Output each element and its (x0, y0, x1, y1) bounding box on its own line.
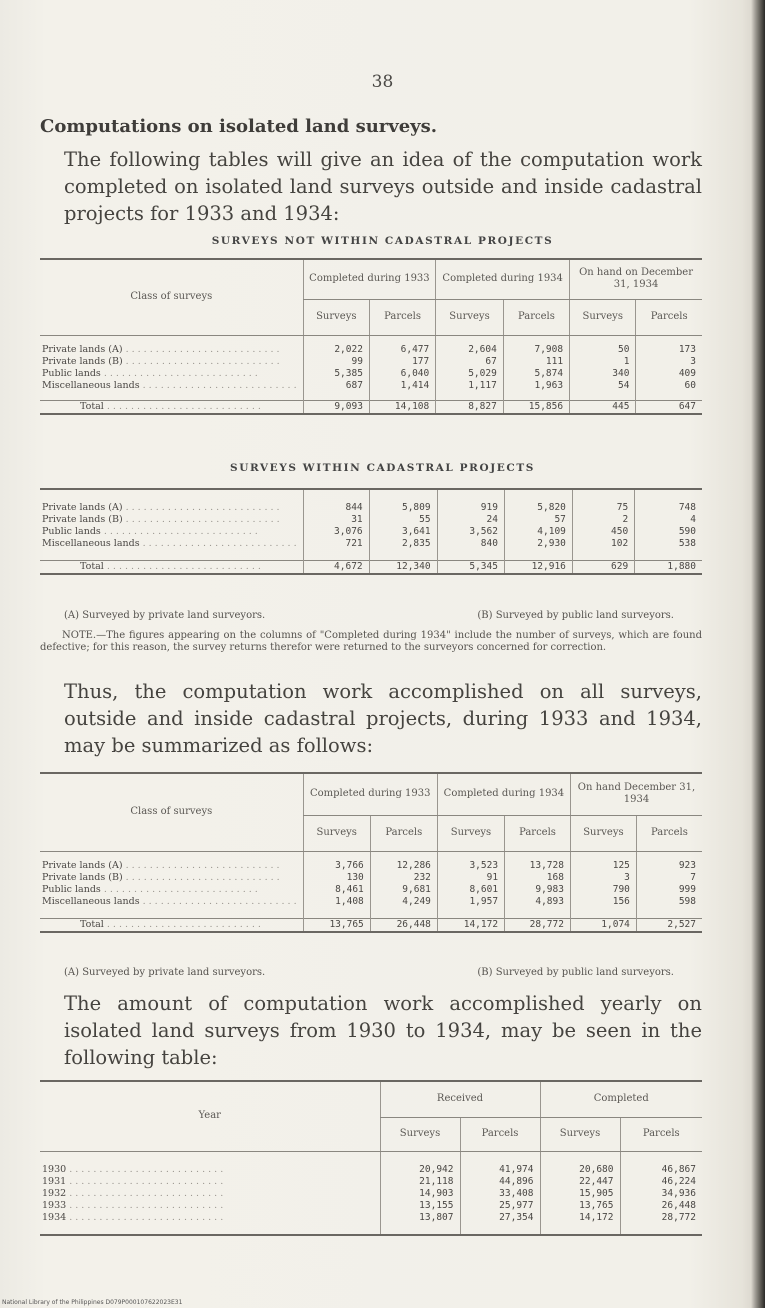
table-summary-all-surveys (40, 772, 702, 933)
table-cell: 20,942 (380, 1151, 460, 1176)
table-cell: 2,835 (369, 538, 437, 561)
intro-text: The following tables will give an idea of the computation work completed on isolated land surveys outside and inside cadastral projects for 1933 and 1934: (64, 148, 702, 225)
total-label: Total . . . (80, 401, 261, 412)
table-cell: 687 (303, 380, 369, 401)
total-cell: 14,108 (369, 400, 435, 414)
table-cell: 3 (636, 356, 702, 368)
summary-text: Thus, the computation work accomplished on all surveys, outside and inside cadastral projects, during 1933 and 1934, may be summarized as follows: (64, 680, 702, 757)
table-cell: 923 (636, 851, 702, 872)
yearly-paragraph (40, 990, 702, 1071)
table-cell: 340 (570, 368, 636, 380)
table-cell: 13,728 (505, 851, 571, 872)
group-completed-1933: Completed during 1933 (303, 259, 436, 299)
table-cell: 99 (303, 356, 369, 368)
total-cell: 9,093 (303, 400, 369, 414)
table-row (40, 538, 702, 561)
row-label: Miscellaneous lands . . . (42, 380, 297, 391)
table-cell: 31 (303, 514, 369, 526)
table-cell: 28,772 (620, 1212, 702, 1235)
subhead-surveys: Surveys (437, 815, 504, 851)
summary-paragraph (40, 678, 702, 759)
table-cell: 9,681 (370, 884, 437, 896)
row-label: Private lands (A) . . . (42, 860, 280, 871)
table-cell: 3,562 (437, 526, 504, 538)
table-cell: 41,974 (460, 1151, 540, 1176)
table-cell: 46,867 (620, 1151, 702, 1176)
table-cell: 6,477 (369, 335, 435, 356)
subhead-surveys: Surveys (303, 299, 369, 335)
row-label: 1931 . . . (42, 1176, 223, 1187)
subhead-parcels: Parcels (503, 299, 569, 335)
table-cell: 21,118 (380, 1176, 460, 1188)
table-cell: 1,414 (369, 380, 435, 401)
group-completed-1933: Completed during 1933 (303, 773, 437, 815)
table-cell: 5,820 (504, 489, 572, 514)
table-cell: 5,809 (369, 489, 437, 514)
table-row (40, 368, 702, 380)
table-surveys-within-cadastral (40, 488, 702, 575)
total-cell: 1,880 (635, 561, 702, 575)
subhead-surveys: Surveys (380, 1117, 460, 1151)
table-cell: 844 (303, 489, 369, 514)
table-cell: 13,765 (540, 1200, 620, 1212)
table-cell: 44,896 (460, 1176, 540, 1188)
table-cell: 20,680 (540, 1151, 620, 1176)
total-cell: 12,916 (504, 561, 572, 575)
table-cell: 46,224 (620, 1176, 702, 1188)
footnote-b: (B) Surveyed by public land surveyors. (477, 967, 674, 978)
row-label: Public lands . . . (42, 368, 258, 379)
table-yearly-computation (40, 1080, 702, 1236)
group-completed: Completed (540, 1081, 702, 1117)
subhead-surveys: Surveys (303, 815, 370, 851)
table-cell: 75 (572, 489, 634, 514)
table-row (40, 335, 702, 356)
row-label: Private lands (B) . . . (42, 356, 280, 367)
col-class-of-surveys: Class of surveys (40, 259, 303, 335)
intro-paragraph (40, 146, 702, 227)
subhead-parcels: Parcels (636, 299, 702, 335)
group-completed-1934: Completed during 1934 (436, 259, 570, 299)
subhead-parcels: Parcels (620, 1117, 702, 1151)
total-cell: 4,672 (303, 561, 369, 575)
row-label: Private lands (A) . . . (42, 502, 280, 513)
table-cell: 1,963 (503, 380, 569, 401)
table-surveys-not-within-cadastral (40, 258, 702, 415)
table-cell: 24 (437, 514, 504, 526)
group-on-hand-1934: On hand on December 31, 1934 (570, 259, 702, 299)
table-cell: 3 (570, 872, 636, 884)
table-cell: 54 (570, 380, 636, 401)
total-cell: 13,765 (303, 918, 370, 932)
total-cell: 629 (572, 561, 634, 575)
table-cell: 3,641 (369, 526, 437, 538)
total-row (40, 561, 702, 575)
table1-caption: SURVEYS NOT WITHIN CADASTRAL PROJECTS (211, 235, 554, 247)
subhead-surveys: Surveys (540, 1117, 620, 1151)
table2-caption: SURVEYS WITHIN CADASTRAL PROJECTS (230, 462, 535, 474)
row-label: Public lands . . . (42, 884, 258, 895)
row-label: Private lands (B) . . . (42, 514, 280, 525)
table-cell: 5,385 (303, 368, 369, 380)
table-cell: 538 (635, 538, 702, 561)
table-cell: 4 (635, 514, 702, 526)
total-cell: 26,448 (370, 918, 437, 932)
table-cell: 168 (505, 872, 571, 884)
table-row (40, 526, 702, 538)
total-cell: 28,772 (505, 918, 571, 932)
table-cell: 3,076 (303, 526, 369, 538)
total-row (40, 400, 702, 414)
table-cell: 2,930 (504, 538, 572, 561)
table-cell: 8,601 (437, 884, 504, 896)
table-cell: 840 (437, 538, 504, 561)
table-cell: 34,936 (620, 1188, 702, 1200)
total-cell: 445 (570, 400, 636, 414)
table-cell: 67 (436, 356, 504, 368)
table-cell: 598 (636, 896, 702, 919)
table-row (40, 896, 702, 919)
table-row (40, 1151, 702, 1176)
row-label: Miscellaneous lands . . . (42, 538, 297, 549)
table-cell: 590 (635, 526, 702, 538)
total-cell: 15,856 (503, 400, 569, 414)
table-row (40, 356, 702, 368)
table-cell: 999 (636, 884, 702, 896)
table-row (40, 884, 702, 896)
table-cell: 8,461 (303, 884, 370, 896)
table-row (40, 514, 702, 526)
table-cell: 13,807 (380, 1212, 460, 1235)
table-cell: 790 (570, 884, 636, 896)
table-cell: 130 (303, 872, 370, 884)
group-on-hand-1934: On hand December 31, 1934 (570, 773, 702, 815)
col-year: Year (40, 1081, 380, 1151)
subhead-parcels: Parcels (636, 815, 702, 851)
subhead-surveys: Surveys (436, 299, 504, 335)
table-cell: 50 (570, 335, 636, 356)
table-cell: 33,408 (460, 1188, 540, 1200)
row-label: Public lands . . . (42, 526, 258, 537)
total-cell: 2,527 (636, 918, 702, 932)
total-cell: 5,345 (437, 561, 504, 575)
library-watermark: National Library of the Philippines D079P000107622023E31 (2, 1299, 183, 1306)
table-cell: 12,286 (370, 851, 437, 872)
total-cell: 12,340 (369, 561, 437, 575)
footnote-block-1 (40, 610, 702, 654)
total-label: Total . . . (80, 919, 261, 930)
page-number: 38 (371, 72, 394, 92)
table-cell: 26,448 (620, 1200, 702, 1212)
table-cell: 156 (570, 896, 636, 919)
table-cell: 232 (370, 872, 437, 884)
footnote-b: (B) Surveyed by public land surveyors. (477, 610, 674, 621)
table-cell: 14,903 (380, 1188, 460, 1200)
group-completed-1934: Completed during 1934 (437, 773, 570, 815)
table-cell: 91 (437, 872, 504, 884)
total-row (40, 918, 702, 932)
table-cell: 60 (636, 380, 702, 401)
table-cell: 2,604 (436, 335, 504, 356)
group-received: Received (380, 1081, 540, 1117)
table-row (40, 851, 702, 872)
total-label: Total . . . (80, 561, 261, 572)
subhead-parcels: Parcels (370, 815, 437, 851)
table-row (40, 872, 702, 884)
table-cell: 2 (572, 514, 634, 526)
table-cell: 5,874 (503, 368, 569, 380)
table-cell: 57 (504, 514, 572, 526)
table-cell: 3,523 (437, 851, 504, 872)
table-row (40, 489, 702, 514)
table-cell: 55 (369, 514, 437, 526)
yearly-text: The amount of computation work accomplished yearly on isolated land surveys from 1930 to 1934, may be seen in the following table: (64, 992, 702, 1069)
table-cell: 2,022 (303, 335, 369, 356)
row-label: Private lands (A) . . . (42, 344, 280, 355)
table-row (40, 1200, 702, 1212)
footnote-a: (A) Surveyed by private land surveyors. (64, 967, 266, 978)
col-class-of-surveys: Class of surveys (40, 773, 303, 851)
total-cell: 1,074 (570, 918, 636, 932)
subhead-surveys: Surveys (570, 815, 636, 851)
table-cell: 721 (303, 538, 369, 561)
row-label: Miscellaneous lands . . . (42, 896, 297, 907)
table-cell: 9,983 (505, 884, 571, 896)
subhead-parcels: Parcels (460, 1117, 540, 1151)
table-cell: 25,977 (460, 1200, 540, 1212)
table-cell: 1,957 (437, 896, 504, 919)
page-edge-shadow (751, 0, 765, 1308)
table-cell: 177 (369, 356, 435, 368)
section-heading: Computations on isolated land surveys. (40, 116, 438, 137)
table-cell: 1,408 (303, 896, 370, 919)
table-cell: 27,354 (460, 1212, 540, 1235)
total-cell: 14,172 (437, 918, 504, 932)
table-cell: 1 (570, 356, 636, 368)
table-cell: 13,155 (380, 1200, 460, 1212)
table-cell: 7 (636, 872, 702, 884)
table-cell: 173 (636, 335, 702, 356)
table-cell: 15,905 (540, 1188, 620, 1200)
table-row (40, 1212, 702, 1235)
table-cell: 111 (503, 356, 569, 368)
table-cell: 7,908 (503, 335, 569, 356)
table-cell: 4,893 (505, 896, 571, 919)
table-cell: 4,249 (370, 896, 437, 919)
subhead-parcels: Parcels (505, 815, 571, 851)
table-row (40, 1188, 702, 1200)
footnote-block-2 (40, 967, 702, 979)
total-cell: 647 (636, 400, 702, 414)
table-cell: 450 (572, 526, 634, 538)
row-label: 1930 . . . (42, 1164, 223, 1175)
table-row (40, 1176, 702, 1188)
row-label: 1933 . . . (42, 1200, 223, 1211)
table-row (40, 380, 702, 401)
table-cell: 919 (437, 489, 504, 514)
subhead-parcels: Parcels (369, 299, 435, 335)
table-cell: 6,040 (369, 368, 435, 380)
table-cell: 5,029 (436, 368, 504, 380)
total-cell: 8,827 (436, 400, 504, 414)
table-cell: 3,766 (303, 851, 370, 872)
row-label: 1932 . . . (42, 1188, 223, 1199)
table-cell: 748 (635, 489, 702, 514)
row-label: Private lands (B) . . . (42, 872, 280, 883)
table-cell: 125 (570, 851, 636, 872)
footnote-a: (A) Surveyed by private land surveyors. (64, 610, 266, 621)
row-label: 1934 . . . (42, 1212, 223, 1223)
table-cell: 409 (636, 368, 702, 380)
table-cell: 22,447 (540, 1176, 620, 1188)
subhead-surveys: Surveys (570, 299, 636, 335)
table-note: NOTE.—The figures appearing on the columns of "Completed during 1934" include the number of surveys, which are found defective; for this reason, the survey returns therefor were returned to the surveyors concerned for correction. (40, 630, 702, 653)
table-cell: 1,117 (436, 380, 504, 401)
table-cell: 14,172 (540, 1212, 620, 1235)
table-cell: 102 (572, 538, 634, 561)
table-cell: 4,109 (504, 526, 572, 538)
